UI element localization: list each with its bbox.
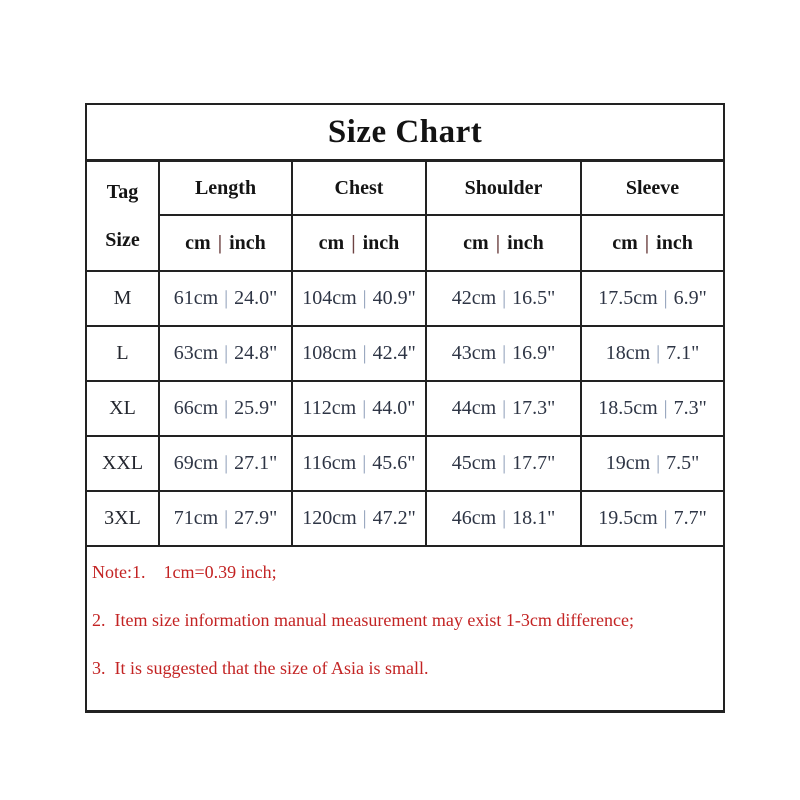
cell-m-length — [159, 271, 292, 326]
cell-l-sleeve — [581, 326, 724, 381]
value-cm: 63cm — [173, 342, 219, 364]
value-cm: 108cm — [302, 342, 357, 364]
cell-m-sleeve — [581, 271, 724, 326]
value-inch: 17.3" — [512, 397, 556, 419]
unit-inch-label: inch — [362, 231, 400, 254]
pipe-separator: | — [502, 507, 507, 529]
cell-xl-sleeve — [581, 381, 724, 436]
note-line-2: 2. Item size information manual measurement may exist 1-3cm difference; — [92, 610, 634, 630]
header-tag-line2: Size — [105, 229, 140, 251]
header-chest: Chest — [292, 161, 426, 216]
value-cm: 66cm — [173, 397, 219, 419]
cell-3xl-tag: 3XL — [86, 491, 159, 546]
value-inch: 25.9" — [234, 397, 278, 419]
pipe-separator: | — [362, 452, 367, 474]
pipe-separator: | — [224, 287, 229, 309]
value-inch: 7.1" — [666, 342, 700, 364]
pipe-separator: | — [224, 397, 229, 419]
value-inch: 44.0" — [372, 397, 416, 419]
cell-l-shoulder — [426, 326, 581, 381]
pipe-separator: | — [217, 231, 223, 254]
cell-m-tag: M — [86, 271, 159, 326]
value-cm: 116cm — [302, 452, 357, 474]
unit-cm-label: cm — [185, 231, 211, 254]
value-cm: 43cm — [451, 342, 497, 364]
value-inch: 18.1" — [512, 507, 556, 529]
value-inch: 27.1" — [234, 452, 278, 474]
unit-inch-label: inch — [229, 231, 266, 254]
unit-inch-label: inch — [656, 231, 693, 254]
cell-xl-chest — [292, 381, 426, 436]
header-shoulder: Shoulder — [426, 161, 581, 216]
unit-cm-label: cm — [318, 231, 345, 254]
table-row-xl — [86, 381, 724, 436]
value-inch: 40.9" — [372, 287, 416, 309]
unit-cm-label: cm — [463, 231, 489, 254]
value-cm: 18.5cm — [598, 397, 658, 419]
value-inch: 7.3" — [673, 397, 707, 419]
table-row-xxl — [86, 436, 724, 491]
value-cm: 44cm — [451, 397, 497, 419]
chart-title: Size Chart — [86, 104, 724, 161]
header-sleeve: Sleeve — [581, 161, 724, 216]
value-inch: 27.9" — [234, 507, 278, 529]
value-cm: 42cm — [451, 287, 497, 309]
pipe-separator: | — [502, 287, 507, 309]
cell-l-length — [159, 326, 292, 381]
cell-m-shoulder — [426, 271, 581, 326]
cell-l-tag: L — [86, 326, 159, 381]
cell-xl-tag: XL — [86, 381, 159, 436]
note-line-3: 3. It is suggested that the size of Asia is small. — [92, 658, 429, 678]
value-inch: 7.5" — [666, 452, 700, 474]
value-cm: 112cm — [302, 397, 357, 419]
value-cm: 19.5cm — [598, 507, 658, 529]
value-cm: 69cm — [173, 452, 219, 474]
header-tag-size — [86, 161, 159, 272]
size-chart-container — [85, 103, 725, 713]
value-cm: 46cm — [451, 507, 497, 529]
value-inch: 7.7" — [673, 507, 707, 529]
pipe-separator: | — [663, 507, 668, 529]
value-inch: 47.2" — [372, 507, 416, 529]
pipe-separator: | — [362, 507, 367, 529]
pipe-separator: | — [644, 231, 650, 254]
cell-l-chest — [292, 326, 426, 381]
pipe-separator: | — [502, 452, 507, 474]
pipe-separator: | — [656, 342, 661, 364]
value-cm: 61cm — [173, 287, 219, 309]
header-length: Length — [159, 161, 292, 216]
value-cm: 104cm — [302, 287, 357, 309]
size-chart-table — [85, 103, 725, 713]
pipe-separator: | — [502, 397, 507, 419]
unit-inch-label: inch — [507, 231, 544, 254]
cell-3xl-chest — [292, 491, 426, 546]
header-tag-line1: Tag — [106, 181, 139, 203]
table-row-3xl — [86, 491, 724, 546]
notes-section — [86, 546, 724, 712]
pipe-separator: | — [362, 342, 367, 364]
cell-xl-length — [159, 381, 292, 436]
table-row-l — [86, 326, 724, 381]
pipe-separator: | — [224, 452, 229, 474]
pipe-separator: | — [495, 231, 501, 254]
cell-xl-shoulder — [426, 381, 581, 436]
value-inch: 6.9" — [673, 287, 707, 309]
value-inch: 16.5" — [512, 287, 556, 309]
pipe-separator: | — [663, 397, 668, 419]
value-inch: 16.9" — [512, 342, 556, 364]
header-unit-length — [159, 215, 292, 271]
pipe-separator: | — [224, 342, 229, 364]
value-inch: 24.8" — [234, 342, 278, 364]
header-unit-sleeve — [581, 215, 724, 271]
value-cm: 18cm — [605, 342, 651, 364]
table-row-m — [86, 271, 724, 326]
header-unit-chest — [292, 215, 426, 271]
pipe-separator: | — [351, 231, 356, 254]
value-cm: 19cm — [605, 452, 651, 474]
cell-xxl-chest — [292, 436, 426, 491]
note-line-1: Note:1. 1cm=0.39 inch; — [92, 562, 277, 582]
value-cm: 17.5cm — [598, 287, 658, 309]
cell-3xl-sleeve — [581, 491, 724, 546]
value-cm: 45cm — [451, 452, 497, 474]
value-inch: 42.4" — [372, 342, 416, 364]
pipe-separator: | — [656, 452, 661, 474]
pipe-separator: | — [502, 342, 507, 364]
cell-xxl-length — [159, 436, 292, 491]
pipe-separator: | — [362, 397, 367, 419]
value-cm: 120cm — [302, 507, 357, 529]
cell-m-chest — [292, 271, 426, 326]
value-inch: 24.0" — [234, 287, 278, 309]
pipe-separator: | — [663, 287, 668, 309]
unit-cm-label: cm — [612, 231, 638, 254]
value-cm: 71cm — [173, 507, 219, 529]
cell-xxl-shoulder — [426, 436, 581, 491]
pipe-separator: | — [362, 287, 367, 309]
value-inch: 45.6" — [372, 452, 416, 474]
cell-xxl-tag: XXL — [86, 436, 159, 491]
header-unit-shoulder — [426, 215, 581, 271]
pipe-separator: | — [224, 507, 229, 529]
cell-xxl-sleeve — [581, 436, 724, 491]
value-inch: 17.7" — [512, 452, 556, 474]
cell-3xl-shoulder — [426, 491, 581, 546]
cell-3xl-length — [159, 491, 292, 546]
